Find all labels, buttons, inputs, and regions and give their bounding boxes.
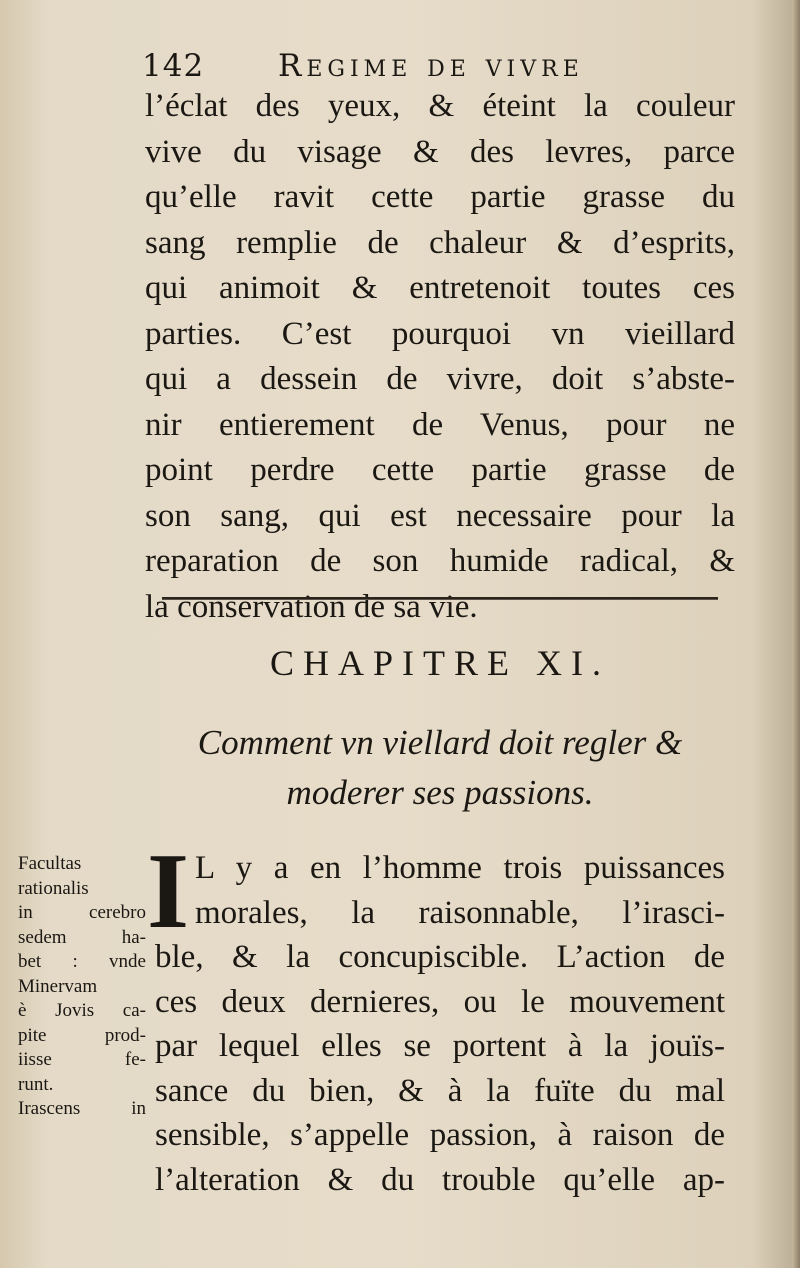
page-number: 142 [142, 48, 205, 84]
text-line: sance du bien, & à la fuïte du mal [155, 1072, 725, 1109]
page-edge [792, 0, 800, 1268]
text-line: qui a dessein de vivre, doit s’abste- [145, 361, 735, 397]
subtitle-line: Comment vn viellard doit regler & [197, 723, 683, 762]
text-line: ble, & la concupiscible. L’action de [155, 939, 725, 975]
margin-note [18, 852, 146, 1122]
chapter-first-paragraph [155, 846, 725, 1202]
text-line: point perdre cette partie grasse de [145, 452, 735, 488]
chapter-divider [162, 597, 718, 600]
margin-note-line: sedem ha- [18, 926, 146, 948]
text-line: L y a en l’homme trois puissances [195, 850, 725, 886]
running-title: Regime de vivre [278, 48, 584, 84]
text-line: l’alteration & du trouble qu’elle ap- [155, 1161, 725, 1198]
margin-note-line: rationalis [18, 877, 89, 899]
text-line: sensible, s’appelle passion, à raison de [155, 1117, 725, 1153]
text-line: la conservation de sa vie. [145, 588, 478, 625]
text-line: par lequel elles se portent à la jouïs- [155, 1028, 725, 1064]
text-line: qu’elle ravit cette partie grasse du [145, 179, 735, 215]
margin-note-line: in cerebro [18, 902, 146, 923]
text-line: reparation de son humide radical, & [145, 543, 735, 579]
margin-note-line: Minervam [18, 975, 98, 997]
margin-note-line: Facultas [18, 853, 82, 874]
text-line: parties. C’est pourquoi vn vieillard [145, 315, 735, 352]
text-line: nir entierement de Venus, pour ne [145, 406, 735, 443]
subtitle-line: moderer ses passions. [286, 773, 594, 812]
text-line: ces deux dernieres, ou le mouvement [155, 983, 725, 1020]
margin-note-line: bet : vnde [18, 951, 146, 972]
text-line: morales, la raisonnable, l’irasci- [195, 894, 725, 931]
drop-capital: I [147, 832, 190, 951]
text-line: sang remplie de chaleur & d’esprits, [145, 224, 735, 261]
text-line: l’éclat des yeux, & éteint la couleur [145, 88, 735, 124]
margin-note-line: pite prod- [18, 1024, 146, 1046]
margin-note-line: è Jovis ca- [18, 1000, 146, 1021]
text-line: vive du visage & des levres, parce [145, 133, 735, 170]
margin-note-line: runt. [18, 1073, 54, 1095]
chapter-subtitle [120, 718, 760, 818]
text-line: qui animoit & entretenoit toutes ces [145, 270, 735, 306]
chapter-heading: CHAPITRE XI. [270, 643, 610, 683]
margin-note-line: Irascens in [18, 1098, 146, 1119]
text-line: son sang, qui est necessaire pour la [145, 497, 735, 534]
paragraph-continued [145, 84, 735, 630]
margin-note-line: iisse fe- [18, 1049, 146, 1070]
